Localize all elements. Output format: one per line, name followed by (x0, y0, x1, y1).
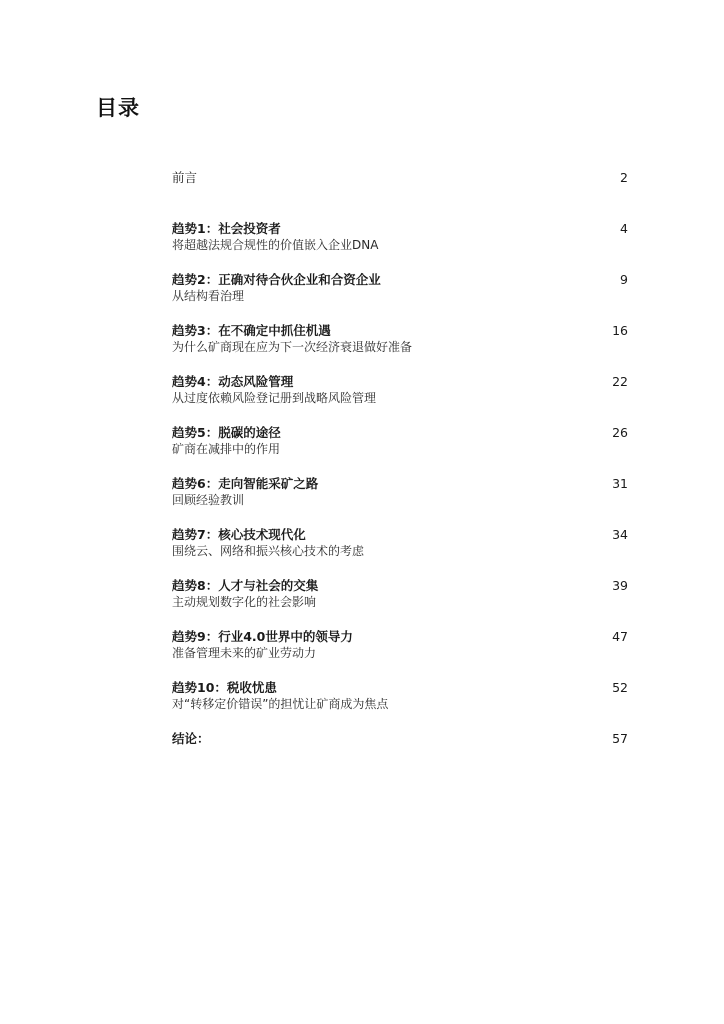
toc-entry-page-number: 26 (612, 425, 628, 440)
toc-entry-title: 前言 (172, 170, 198, 185)
toc-entry-title: 趋势5：脱碳的途径 (172, 425, 281, 440)
toc-entry-page-number: 57 (612, 731, 628, 746)
toc-entry-trend-9[interactable] (172, 627, 628, 678)
toc-entry-subtitle: 对“转移定价错误”的担忧让矿商成为焦点 (172, 697, 389, 711)
toc-entry-trend-2[interactable] (172, 270, 628, 321)
toc-entry-subtitle: 主动规划数字化的社会影响 (172, 595, 317, 609)
toc-entry-subtitle: 围绕云、网络和振兴核心技术的考虑 (172, 544, 365, 558)
toc-entry-trend-3[interactable] (172, 321, 628, 372)
toc-entry-preface[interactable] (172, 168, 628, 219)
toc-entry-trend-6[interactable] (172, 474, 628, 525)
toc-entry-title: 趋势4：动态风险管理 (172, 374, 294, 389)
toc-entry-trend-5[interactable] (172, 423, 628, 474)
toc-entry-trend-8[interactable] (172, 576, 628, 627)
toc-entry-subtitle: 将超越法规合规性的价值嵌入企业DNA (172, 238, 379, 252)
toc-entry-subtitle: 准备管理未来的矿业劳动力 (172, 646, 317, 660)
toc-entry-page-number: 16 (612, 323, 628, 338)
toc-entry-subtitle: 为什么矿商现在应为下一次经济衰退做好准备 (172, 340, 413, 354)
toc-entry-title: 趋势8：人才与社会的交集 (172, 578, 319, 593)
toc-entry-title: 趋势9：行业4.0世界中的领导力 (172, 629, 353, 644)
toc-entry-title: 趋势10：税收忧患 (172, 680, 277, 695)
toc-entry-trend-7[interactable] (172, 525, 628, 576)
toc-entry-title: 趋势7：核心技术现代化 (172, 527, 306, 542)
toc-entry-subtitle: 从结构看治理 (172, 289, 245, 303)
table-of-contents (172, 168, 628, 780)
toc-entry-trend-4[interactable] (172, 372, 628, 423)
toc-entry-conclusion[interactable] (172, 729, 628, 780)
page-title: 目录 (96, 96, 140, 120)
toc-entry-subtitle: 矿商在减排中的作用 (172, 442, 281, 456)
toc-entry-page-number: 47 (612, 629, 628, 644)
toc-entry-page-number: 2 (620, 170, 628, 185)
toc-entry-page-number: 34 (612, 527, 628, 542)
toc-entry-page-number: 31 (612, 476, 628, 491)
toc-entry-page-number: 22 (612, 374, 628, 389)
toc-entry-page-number: 52 (612, 680, 628, 695)
toc-entry-title: 趋势6：走向智能采矿之路 (172, 476, 319, 491)
toc-entry-page-number: 4 (620, 221, 628, 236)
toc-entry-page-number: 9 (620, 272, 628, 287)
toc-entry-page-number: 39 (612, 578, 628, 593)
toc-entry-title: 趋势1：社会投资者 (172, 221, 281, 236)
toc-entry-trend-1[interactable] (172, 219, 628, 270)
toc-entry-subtitle: 回顾经验教训 (172, 493, 245, 507)
toc-entry-title: 趋势2：正确对待合伙企业和合资企业 (172, 272, 381, 287)
toc-entry-title: 结论： (172, 731, 210, 746)
toc-entry-subtitle: 从过度依赖风险登记册到战略风险管理 (172, 391, 377, 405)
toc-entry-title: 趋势3：在不确定中抓住机遇 (172, 323, 331, 338)
toc-entry-trend-10[interactable] (172, 678, 628, 729)
